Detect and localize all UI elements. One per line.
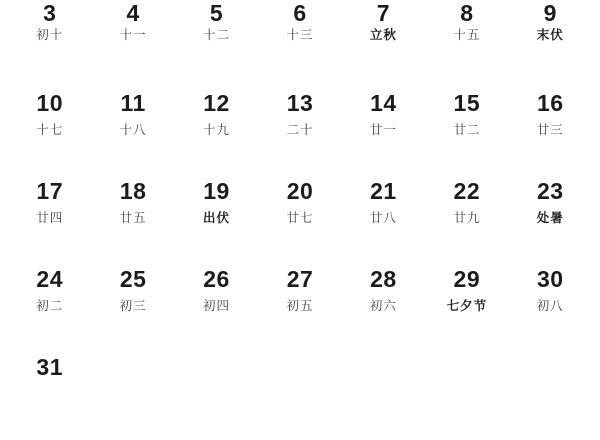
day-number: 13 <box>286 90 314 116</box>
day-number: 5 <box>209 3 224 23</box>
day-number: 29 <box>453 266 481 292</box>
day-lunar-label: 十七 <box>36 123 64 137</box>
day-lunar-label: 十一 <box>119 28 147 42</box>
day-lunar-label: 出伏 <box>203 211 231 225</box>
day-number: 17 <box>36 178 63 204</box>
day-lunar-label: 末伏 <box>536 28 564 42</box>
day-lunar-label: 廿四 <box>36 211 64 225</box>
calendar-day-cell[interactable] <box>8 264 91 352</box>
calendar-day-cell[interactable] <box>8 0 91 44</box>
day-number: 30 <box>536 266 564 292</box>
calendar-day-cell[interactable] <box>258 88 341 176</box>
day-number: 21 <box>370 178 397 204</box>
calendar-day-cell[interactable] <box>8 352 91 440</box>
calendar-day-cell[interactable] <box>175 176 258 264</box>
calendar-day-cell[interactable] <box>8 88 91 176</box>
day-lunar-label: 初十 <box>36 28 64 42</box>
calendar-day-cell[interactable] <box>175 0 258 44</box>
day-lunar-label: 立秋 <box>369 28 397 42</box>
day-lunar-label: 初五 <box>286 299 314 313</box>
calendar-day-cell[interactable] <box>258 0 341 44</box>
calendar-day-cell[interactable] <box>91 0 174 44</box>
day-number: 22 <box>453 178 481 204</box>
day-number: 16 <box>536 90 564 116</box>
calendar-day-cell[interactable] <box>8 176 91 264</box>
day-lunar-label: 十三 <box>286 28 314 42</box>
day-number: 9 <box>543 3 557 23</box>
calendar-day-cell[interactable] <box>342 88 425 176</box>
day-lunar-label: 廿二 <box>453 123 481 137</box>
day-lunar-label: 初二 <box>36 299 64 313</box>
day-lunar-label: 廿五 <box>119 211 147 225</box>
calendar-day-cell[interactable] <box>342 264 425 352</box>
day-number: 19 <box>203 178 230 204</box>
day-lunar-label: 十五 <box>453 28 481 42</box>
day-number: 24 <box>36 266 63 292</box>
day-lunar-label: 廿八 <box>369 211 397 225</box>
day-lunar-label: 初四 <box>203 299 231 313</box>
calendar-day-cell[interactable] <box>258 264 341 352</box>
calendar-day-cell[interactable] <box>258 176 341 264</box>
calendar-day-cell[interactable] <box>342 0 425 44</box>
calendar-day-cell[interactable] <box>425 176 508 264</box>
day-number: 20 <box>286 178 314 204</box>
day-number: 15 <box>453 90 481 116</box>
calendar-day-cell[interactable] <box>175 264 258 352</box>
day-number: 18 <box>119 178 147 204</box>
day-number: 3 <box>43 3 57 23</box>
day-lunar-label: 廿七 <box>286 211 314 225</box>
day-lunar-label: 初八 <box>536 299 564 313</box>
day-lunar-label: 廿一 <box>369 123 397 137</box>
day-number: 7 <box>376 3 391 23</box>
calendar-day-cell[interactable] <box>425 0 508 44</box>
calendar-day-cell[interactable] <box>509 176 592 264</box>
day-lunar-label: 十九 <box>203 123 231 137</box>
calendar-day-cell[interactable] <box>91 264 174 352</box>
day-number: 10 <box>36 90 63 116</box>
calendar-day-cell[interactable] <box>175 88 258 176</box>
day-lunar-label: 十二 <box>203 28 231 42</box>
calendar-day-cell[interactable] <box>91 88 174 176</box>
day-number: 12 <box>203 90 230 116</box>
calendar-day-cell[interactable] <box>342 176 425 264</box>
day-lunar-label: 十八 <box>119 123 147 137</box>
day-number: 31 <box>36 354 63 380</box>
calendar-day-cell[interactable] <box>91 176 174 264</box>
calendar-day-cell[interactable] <box>425 264 508 352</box>
calendar-day-cell[interactable] <box>509 264 592 352</box>
day-lunar-label: 初六 <box>369 299 397 313</box>
day-number: 28 <box>370 266 397 292</box>
day-number: 25 <box>119 266 147 292</box>
day-number: 8 <box>460 3 474 23</box>
day-number: 6 <box>293 3 307 23</box>
day-number: 4 <box>126 3 140 23</box>
day-number: 11 <box>120 90 146 116</box>
day-number: 23 <box>536 178 564 204</box>
day-lunar-label: 处暑 <box>536 211 564 225</box>
day-lunar-label: 七夕节 <box>446 299 488 313</box>
calendar-day-cell[interactable] <box>509 0 592 44</box>
day-number: 27 <box>286 266 314 292</box>
day-number: 26 <box>203 266 230 292</box>
day-lunar-label: 廿三 <box>536 123 564 137</box>
day-lunar-label: 廿九 <box>453 211 481 225</box>
day-lunar-label: 初三 <box>119 299 147 313</box>
calendar-day-cell[interactable] <box>509 88 592 176</box>
calendar-day-cell[interactable] <box>425 88 508 176</box>
day-number: 14 <box>370 90 397 116</box>
day-lunar-label: 二十 <box>286 123 314 137</box>
